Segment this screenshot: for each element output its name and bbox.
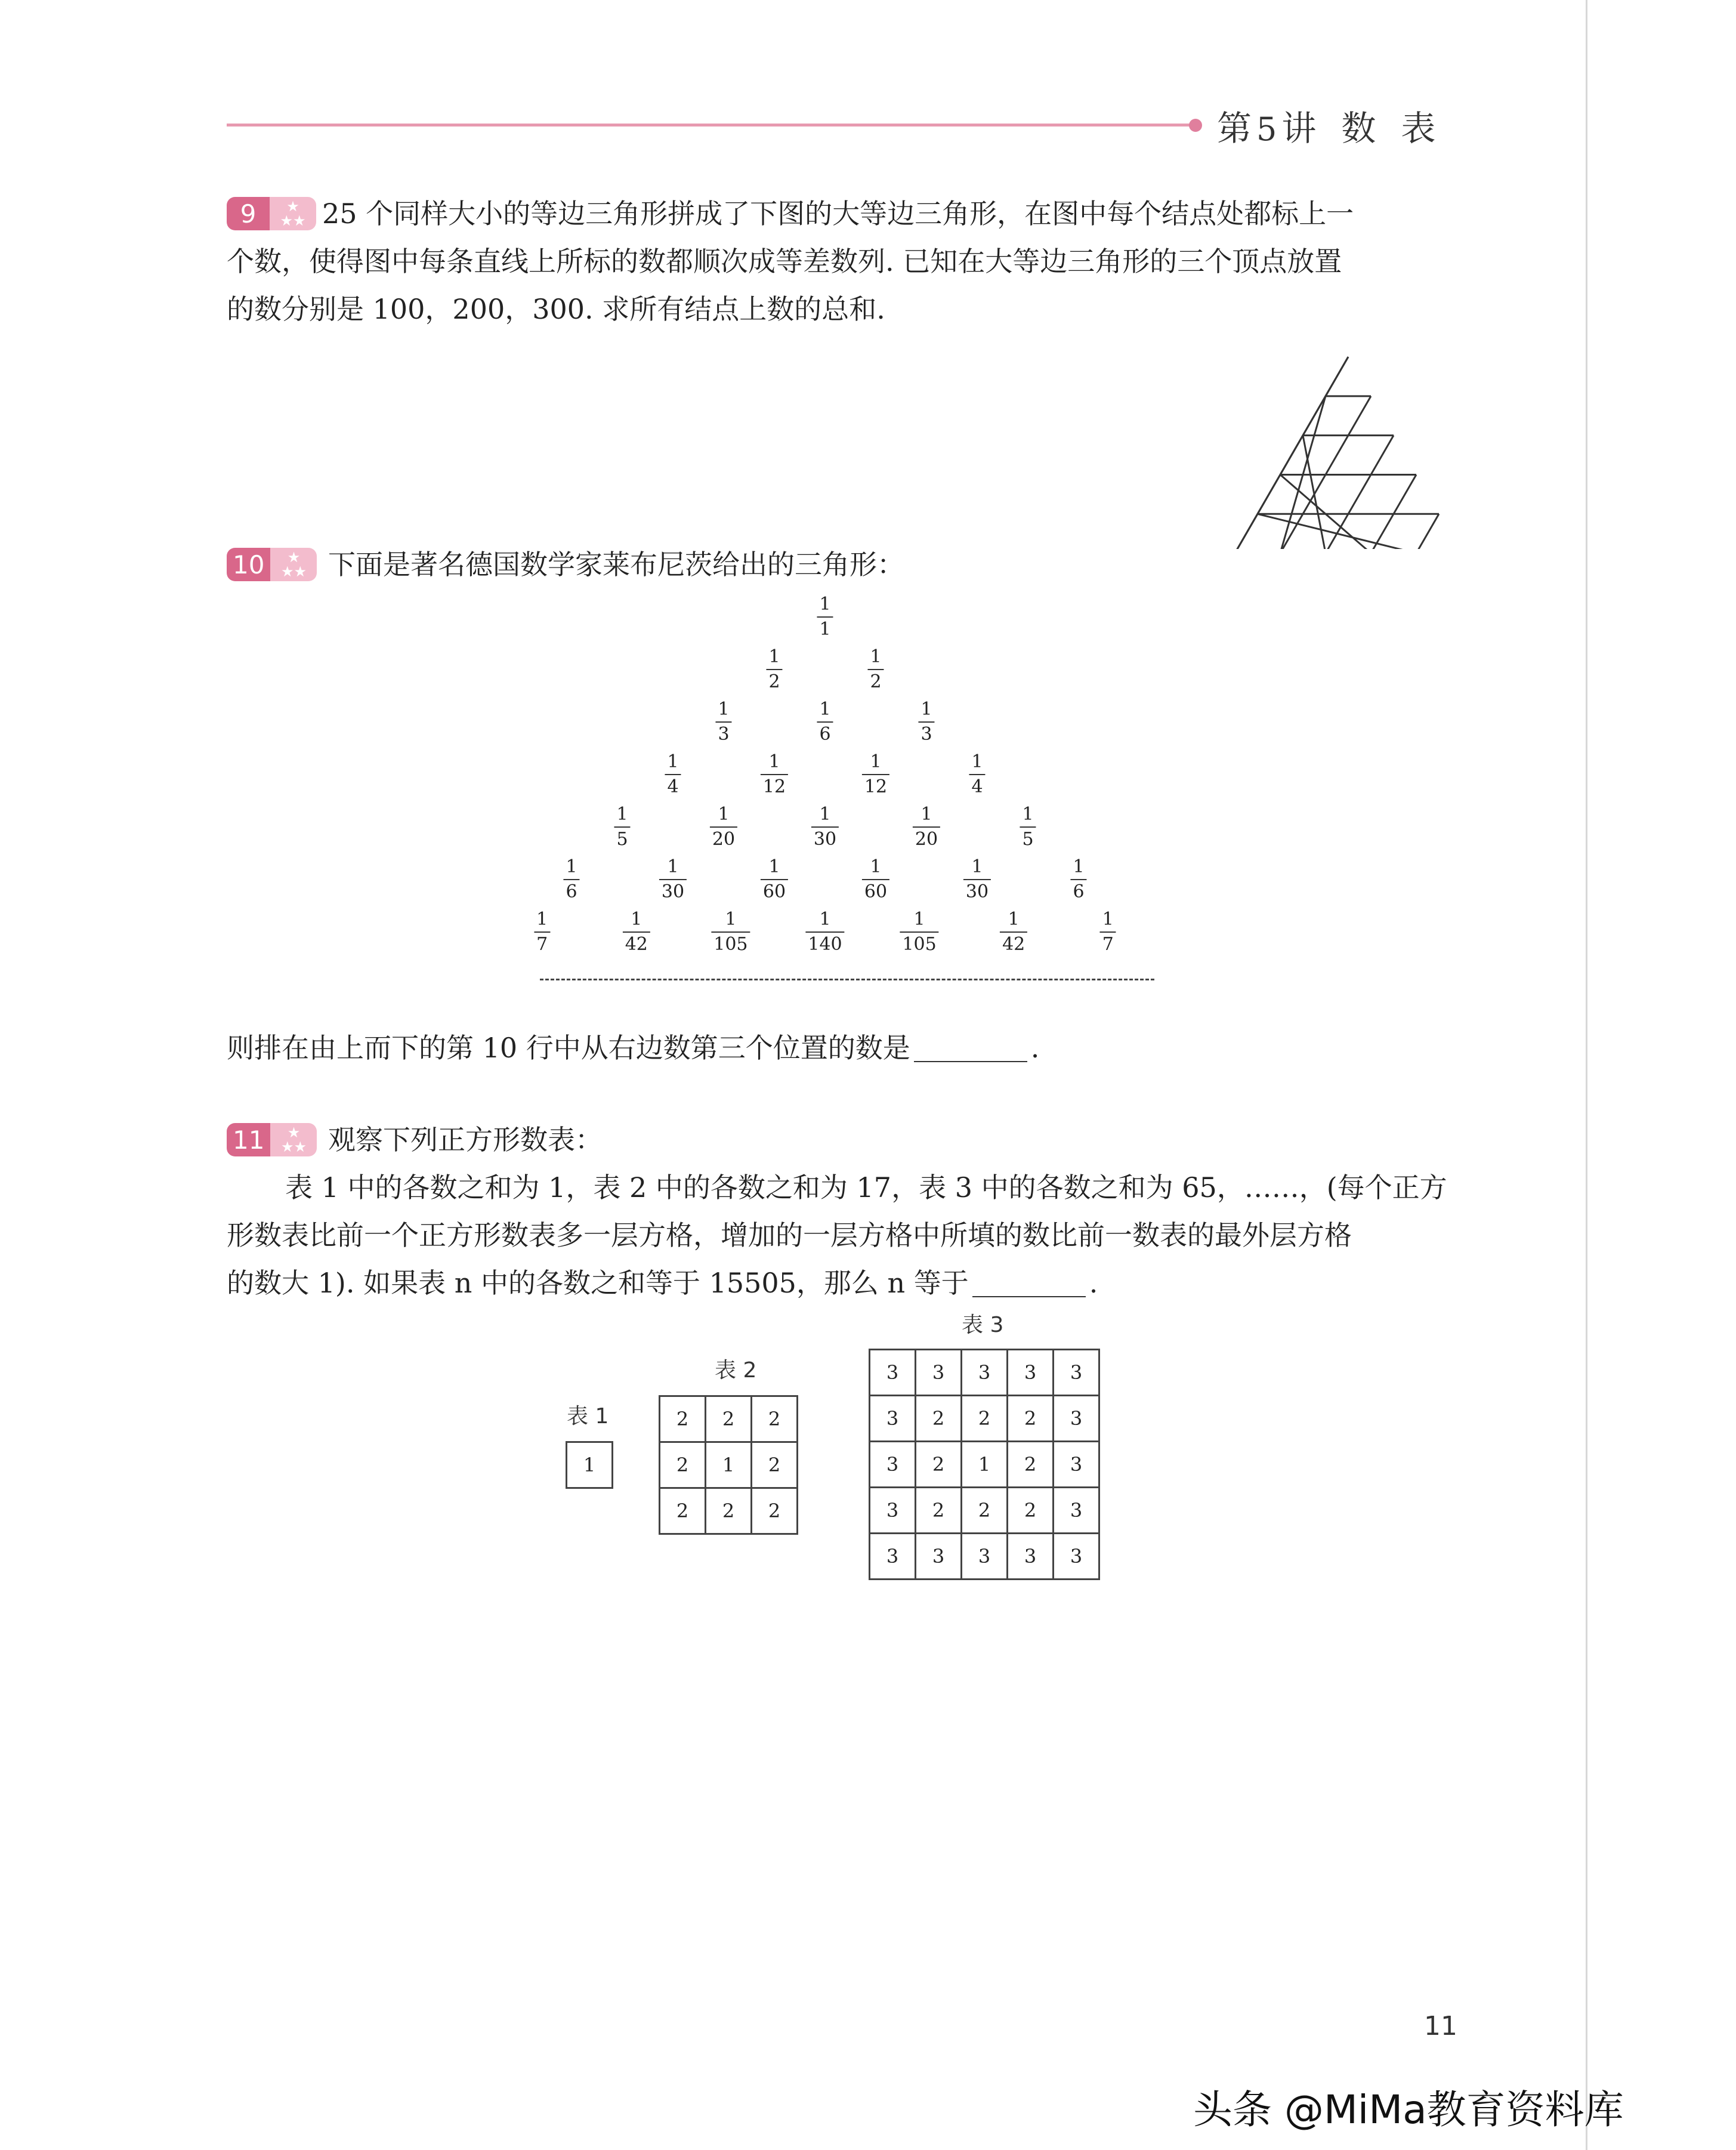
problem-9-line-3: 的数分别是 100，200，300. 求所有结点上数的总和. (227, 293, 885, 325)
title-word-2: 表 (1401, 108, 1437, 149)
leibniz-fraction: 1 3 (918, 699, 934, 745)
page-number: 11 (1424, 2011, 1457, 2041)
table-3 (869, 1349, 1100, 1580)
title-prefix: 第 (1217, 108, 1253, 149)
question-end: . (1030, 1032, 1040, 1064)
table-cell: 1 (962, 1442, 1008, 1488)
difficulty-stars-icon: ★ ★★ (270, 197, 316, 230)
leibniz-fraction: 1 12 (862, 751, 889, 798)
table-1 (566, 1441, 613, 1489)
table-cell: 3 (1008, 1350, 1054, 1396)
table-cell: 2 (962, 1396, 1008, 1442)
title-num: 5 (1256, 110, 1278, 148)
table-3-caption: 表 3 (962, 1313, 1004, 1337)
leibniz-fraction: 1 4 (969, 751, 985, 798)
table-cell: 2 (752, 1442, 798, 1488)
answer-blank[interactable] (914, 1032, 1027, 1062)
page-edge (1586, 0, 1587, 2150)
difficulty-stars-icon: ★ ★★ (270, 548, 317, 581)
leibniz-fraction: 1 60 (761, 856, 788, 903)
problem-11-line-1: 表 1 中的各数之和为 1，表 2 中的各数之和为 17，表 3 中的各数之和为 65，……，(每个正方 (285, 1171, 1447, 1204)
question-text: 的数大 1). 如果表 n 中的各数之和等于 15505，那么 n 等于 (227, 1267, 969, 1299)
leibniz-fraction: 1 20 (913, 804, 940, 850)
leibniz-fraction: 1 42 (623, 909, 650, 955)
problem-10-question (227, 1024, 1039, 1072)
table-cell: 3 (1008, 1534, 1054, 1580)
triangle-grid-line (1258, 514, 1416, 549)
watermark: 头条 @MiMa教育资料库 (1193, 2087, 1624, 2133)
leibniz-fraction: 1 5 (614, 804, 630, 850)
table-cell: 3 (962, 1534, 1008, 1580)
problem-number: 9 (227, 197, 270, 230)
leibniz-fraction: 1 30 (659, 856, 687, 903)
triangle-grid-line (1280, 396, 1371, 549)
leibniz-fraction: 1 30 (963, 856, 991, 903)
problem-number: 11 (227, 1123, 270, 1156)
table-cell: 2 (752, 1488, 798, 1534)
problem-11-badge (227, 1123, 317, 1156)
leibniz-fraction: 1 20 (710, 804, 737, 850)
question-end: . (1089, 1267, 1098, 1299)
problem-9-line-1: 25 个同样大小的等边三角形拼成了下图的大等边三角形，在图中每个结点处都标上一 (322, 198, 1354, 230)
table-cell: 3 (870, 1534, 916, 1580)
question-text: 则排在由上而下的第 10 行中从右边数第三个位置的数是 (227, 1032, 910, 1064)
table-cell: 2 (962, 1488, 1008, 1534)
problem-10-intro: 下面是著名德国数学家莱布尼茨给出的三角形： (328, 548, 904, 581)
header-dot (1189, 119, 1202, 132)
table-cell: 3 (962, 1350, 1008, 1396)
table-cell: 1 (567, 1442, 613, 1488)
table-cell: 3 (1054, 1534, 1099, 1580)
table-cell: 3 (1054, 1488, 1099, 1534)
dashed-continuation (540, 979, 1154, 980)
problem-11-line-2: 形数表比前一个正方形数表多一层方格，增加的一层方格中所填的数比前一数表的最外层方格 (227, 1219, 1352, 1251)
table-cell: 2 (1008, 1488, 1054, 1534)
table-2 (659, 1395, 798, 1535)
table-cell: 3 (870, 1396, 916, 1442)
table-cell: 3 (870, 1488, 916, 1534)
table-2-caption: 表 2 (715, 1358, 757, 1383)
table-cell: 3 (870, 1442, 916, 1488)
leibniz-fraction: 1 30 (811, 804, 839, 850)
leibniz-fraction: 1 5 (1020, 804, 1036, 850)
table-cell: 2 (916, 1396, 962, 1442)
leibniz-fraction: 1 2 (867, 646, 884, 693)
leibniz-fraction: 1 6 (563, 856, 579, 903)
leibniz-fraction: 1 42 (1000, 909, 1027, 955)
leibniz-fraction: 1 6 (1070, 856, 1086, 903)
header-rule (227, 124, 1196, 127)
table-cell: 3 (1054, 1442, 1099, 1488)
difficulty-stars-icon: ★ ★★ (270, 1123, 317, 1156)
table-cell: 2 (706, 1488, 752, 1534)
title-mid: 讲 (1281, 108, 1318, 149)
leibniz-fraction: 1 105 (711, 909, 750, 955)
table-cell: 3 (1054, 1350, 1099, 1396)
problem-number: 10 (227, 548, 270, 581)
table-cell: 3 (870, 1350, 916, 1396)
table-cell: 3 (916, 1534, 962, 1580)
triangle-grid-line (1235, 357, 1348, 549)
table-cell: 2 (660, 1488, 706, 1534)
table-cell: 2 (916, 1488, 962, 1534)
chapter-title (1217, 100, 1437, 150)
problem-11-line-3 (227, 1259, 1098, 1307)
leibniz-fraction: 1 60 (862, 856, 889, 903)
leibniz-fraction: 1 3 (715, 699, 731, 745)
table-cell: 3 (916, 1350, 962, 1396)
table-cell: 2 (916, 1442, 962, 1488)
table-cell: 2 (1008, 1396, 1054, 1442)
table-1-caption: 表 1 (567, 1404, 609, 1429)
answer-blank[interactable] (972, 1267, 1086, 1297)
triangle-grid-figure (1229, 352, 1468, 549)
leibniz-fraction: 1 6 (817, 699, 833, 745)
table-cell: 2 (660, 1396, 706, 1442)
title-word-1: 数 (1341, 108, 1377, 149)
table-cell: 2 (1008, 1442, 1054, 1488)
leibniz-fraction: 1 4 (665, 751, 681, 798)
leibniz-fraction: 1 2 (766, 646, 782, 693)
problem-9-line-2: 个数，使得图中每条直线上所标的数都顺次成等差数列. 已知在大等边三角形的三个顶点放置 (227, 245, 1342, 277)
triangle-grid-line (1371, 474, 1416, 549)
leibniz-fraction: 1 140 (805, 909, 844, 955)
problem-11-intro: 观察下列正方形数表： (328, 1124, 603, 1156)
triangle-grid-line (1303, 436, 1326, 549)
leibniz-fraction: 1 12 (761, 751, 788, 798)
leibniz-fraction: 1 1 (817, 594, 833, 640)
problem-9-badge (227, 197, 316, 230)
problem-10-badge (227, 548, 317, 581)
triangle-grid-line (1416, 514, 1439, 549)
table-cell: 3 (1054, 1396, 1099, 1442)
table-cell: 2 (752, 1396, 798, 1442)
leibniz-fraction: 1 7 (1100, 909, 1116, 955)
table-cell: 1 (706, 1442, 752, 1488)
table-cell: 2 (660, 1442, 706, 1488)
leibniz-fraction: 1 105 (900, 909, 938, 955)
table-cell: 2 (706, 1396, 752, 1442)
leibniz-fraction: 1 7 (534, 909, 550, 955)
